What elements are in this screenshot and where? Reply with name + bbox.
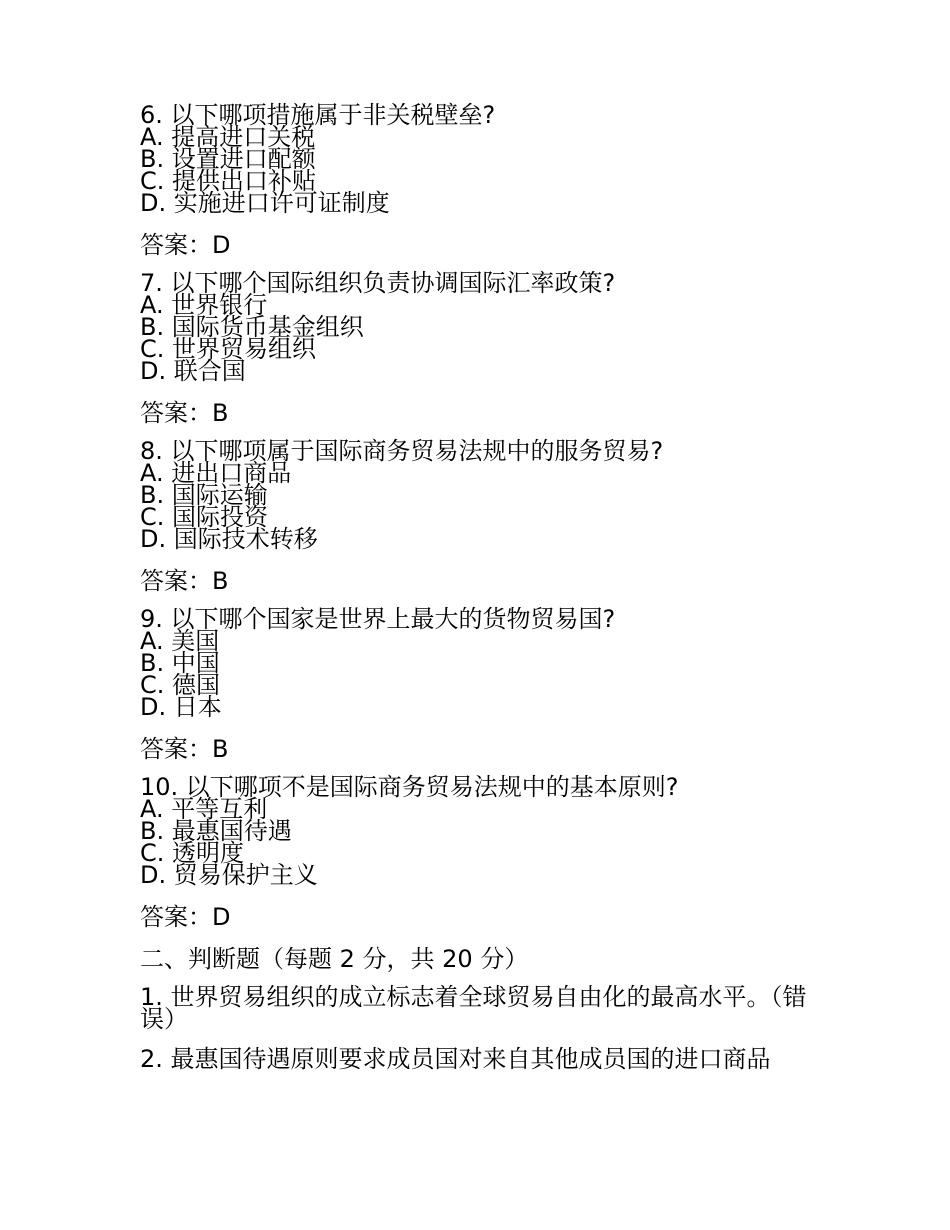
- question-10: [140, 773, 830, 932]
- question-title: 6. 以下哪项措施属于非关税壁垒?: [140, 101, 496, 129]
- option-b: B. 国际货币基金组织: [140, 313, 364, 341]
- question-title: 9. 以下哪个国家是世界上最大的货物贸易国?: [140, 605, 616, 633]
- answer: 答案：D: [140, 231, 231, 259]
- answer: 答案：B: [140, 567, 229, 595]
- answer: 答案：D: [140, 903, 231, 931]
- option-b: B. 最惠国待遇: [140, 817, 292, 845]
- section-title-true-false: 二、判断题（每题 2 分，共 20 分）: [140, 945, 529, 973]
- option-c: C. 世界贸易组织: [140, 335, 317, 363]
- option-a: A. 进出口商品: [140, 459, 292, 487]
- question-title: 8. 以下哪项属于国际商务贸易法规中的服务贸易?: [140, 437, 664, 465]
- option-c: C. 国际投资: [140, 503, 269, 531]
- option-b: B. 国际运输: [140, 481, 268, 509]
- option-a: A. 平等互利: [140, 795, 268, 823]
- option-b: B. 设置进口配额: [140, 145, 316, 173]
- question-title: 7. 以下哪个国际组织负责协调国际汇率政策?: [140, 269, 616, 297]
- question-9: [140, 605, 830, 764]
- option-a: A. 提高进口关税: [140, 123, 316, 151]
- option-a: A. 世界银行: [140, 291, 268, 319]
- document-page: [140, 101, 830, 1088]
- option-d: D. 联合国: [140, 357, 246, 385]
- question-7: [140, 269, 830, 428]
- option-a: A. 美国: [140, 627, 220, 655]
- option-c: C. 提供出口补贴: [140, 167, 317, 195]
- option-d: D. 实施进口许可证制度: [140, 189, 390, 217]
- answer: 答案：B: [140, 399, 229, 427]
- question-6: [140, 101, 830, 260]
- answer: 答案：B: [140, 735, 229, 763]
- option-c: C. 德国: [140, 671, 221, 699]
- question-title: 10. 以下哪项不是国际商务贸易法规中的基本原则?: [140, 773, 679, 801]
- option-d: D. 国际技术转移: [140, 525, 318, 553]
- true-false-item: 1. 世界贸易组织的成立标志着全球贸易自由化的最高水平。（错误）: [140, 983, 807, 1033]
- option-d: D. 贸易保护主义: [140, 861, 318, 889]
- option-d: D. 日本: [140, 693, 222, 721]
- true-false-item: 2. 最惠国待遇原则要求成员国对来自其他成员国的进口商品: [140, 1045, 771, 1073]
- option-c: C. 透明度: [140, 839, 245, 867]
- question-8: [140, 437, 830, 596]
- option-b: B. 中国: [140, 649, 220, 677]
